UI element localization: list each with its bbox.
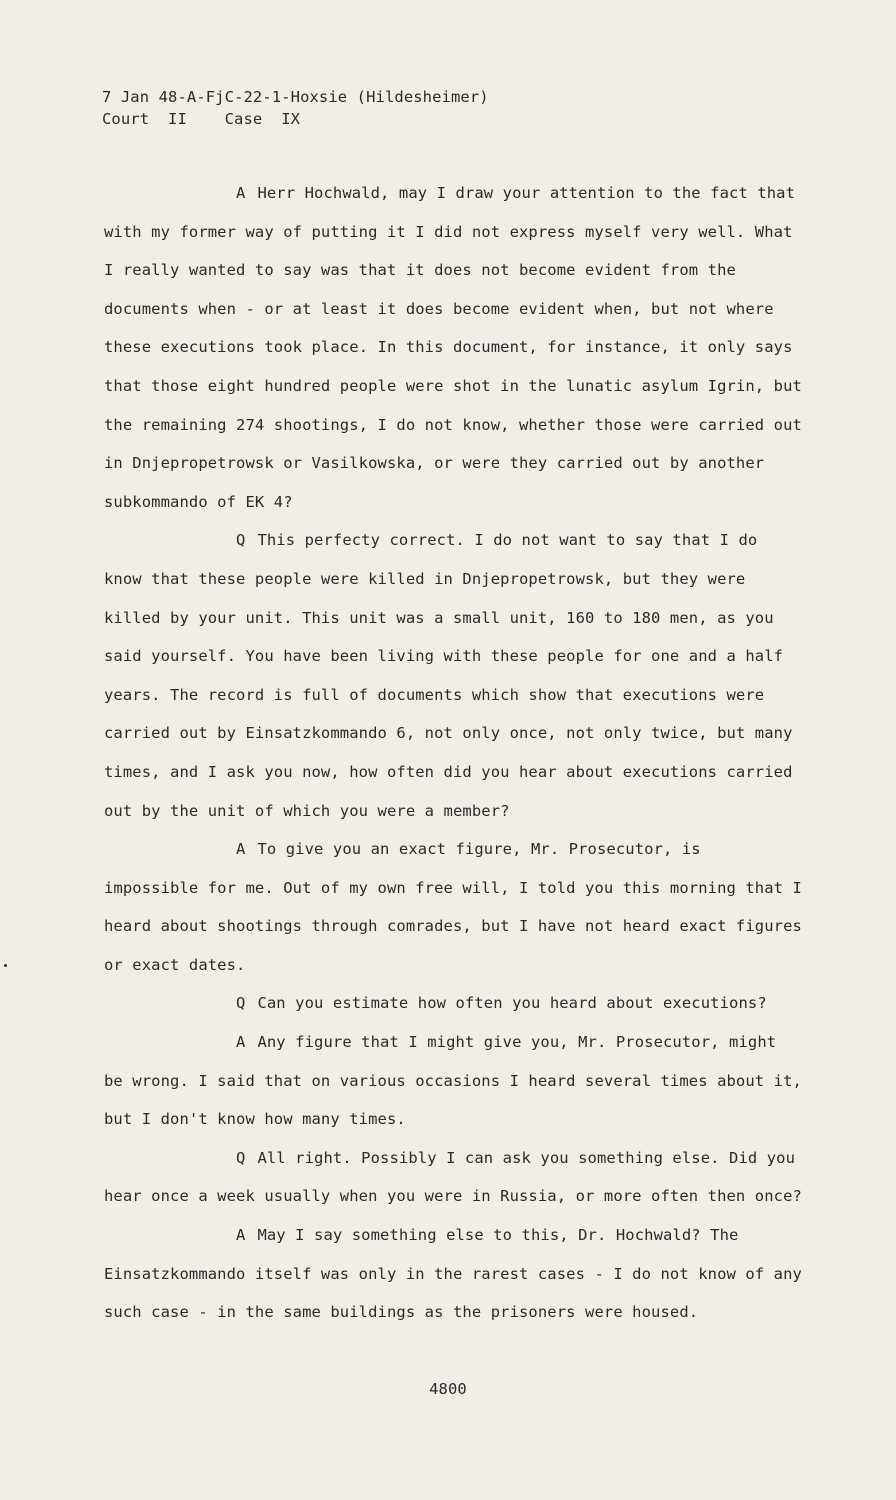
transcript-paragraph <box>104 1139 804 1216</box>
speaker-label: Q <box>236 994 246 1013</box>
document-header <box>102 86 489 130</box>
transcript-paragraph <box>104 984 804 1023</box>
margin-speck <box>4 964 7 967</box>
speaker-label: A <box>236 840 246 859</box>
paragraph-text: Any figure that I might give you, Mr. Prosecutor, might be wrong. I said that on various occasions I heard several times about it, but I don't know how many times. <box>104 1033 802 1129</box>
transcript-paragraph <box>104 521 804 830</box>
speaker-label: A <box>236 184 246 202</box>
speaker-label: Q <box>236 1148 246 1167</box>
transcript-paragraph <box>104 174 804 521</box>
header-court-case: Court II Case IX <box>102 110 301 128</box>
header-date-reference: 7 Jan 48-A-FjC-22-1-Hoxsie (Hildesheimer) <box>102 88 489 106</box>
paragraph-text: This perfecty correct. I do not want to say that I do know that these people were killed in Dnjepropetrowsk, but they were killed by your unit. This unit was a small unit, 160 to 180 men, as you said yourself. You have been living with these people for one and a half years. The record is full of documents which show that executions were carried out by Einsatzkommando 6, not only once, not only twice, but many times, and I ask you now, how often did you hear about executions carried out by the unit of which you were a member? <box>104 531 793 820</box>
paragraph-text: May I say something else to this, Dr. Hochwald? The Einsatzkommando itself was only in the rarest cases - I do not know of any such case - in the same buildings as the prisoners were housed. <box>104 1226 802 1322</box>
paragraph-text: Herr Hochwald, may I draw your attention to the fact that with my former way of putting it I did not express myself very well. What I really wanted to say was that it does not become evident from the documents when - or at least it does become evident when, but not where these executions took place. In this document, for instance, it only says that those eight hundred people were shot in the lunatic asylum Igrin, but the remaining 274 shootings, I do not know, whether those were carried out in Dnjepropetrowsk or Vasilkowska, or were they carried out by another subkommando of EK 4? <box>104 184 802 511</box>
speaker-label: A <box>236 1033 246 1052</box>
page-number: 4800 <box>429 1380 467 1398</box>
speaker-label: Q <box>236 531 246 550</box>
paragraph-text: To give you an exact figure, Mr. Prosecutor, is impossible for me. Out of my own free will, I told you this morning that I heard about shootings through comrades, but I have not heard exact figures or exact dates. <box>104 840 802 974</box>
transcript-body <box>104 174 804 1332</box>
transcript-paragraph <box>104 830 804 984</box>
speaker-label: A <box>236 1226 246 1245</box>
transcript-paragraph <box>104 1023 804 1139</box>
transcript-paragraph <box>104 1216 804 1332</box>
paragraph-text: All right. Possibly I can ask you something else. Did you hear once a week usually when you were in Russia, or more often then once? <box>104 1148 802 1206</box>
paragraph-text: Can you estimate how often you heard about executions? <box>257 994 767 1013</box>
